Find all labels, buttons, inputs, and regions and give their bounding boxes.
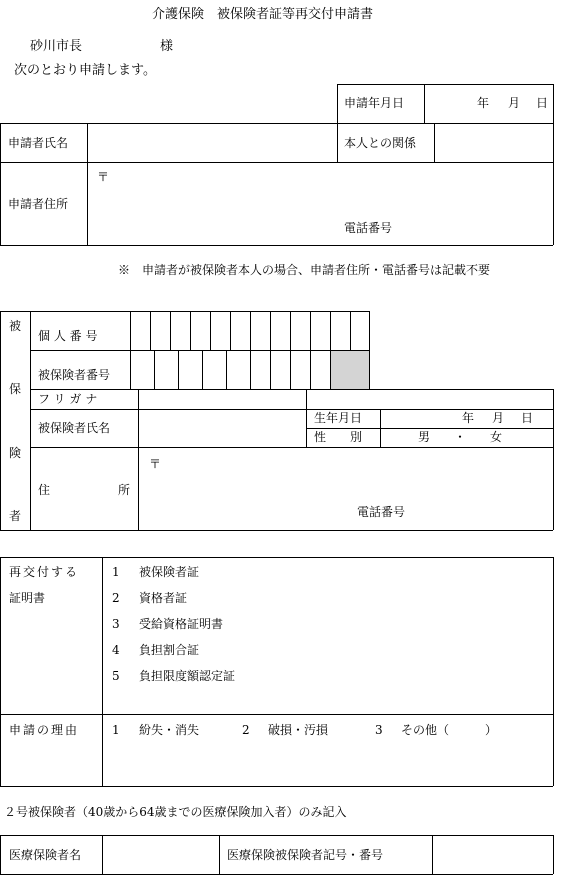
reason-num: 2 — [242, 723, 250, 737]
application-date-label: 申請年月日 — [344, 96, 405, 110]
insured-address-field[interactable] — [139, 448, 552, 529]
medical-insurer-label: 医療保険者名 — [9, 848, 82, 862]
insured-name-field[interactable] — [139, 410, 305, 446]
insured-postal-mark: 〒 — [149, 457, 162, 471]
reissue-item-limit-certificate[interactable]: 負担限度額認定証 — [139, 669, 236, 683]
reissue-item-num: 5 — [112, 669, 120, 683]
reissue-item-num: 1 — [112, 565, 120, 579]
furigana-label: フリガナ — [38, 392, 102, 406]
reissue-label-line2: 証明書 — [9, 591, 46, 605]
insured-address-label-left: 住 — [38, 483, 51, 497]
reissue-item-num: 2 — [112, 591, 120, 605]
insured-side-label-3: 険 — [9, 446, 22, 460]
insured-phone-label: 電話番号 — [357, 505, 406, 519]
relation-label: 本人との関係 — [344, 136, 417, 150]
reason-num: 3 — [375, 723, 383, 737]
reissue-label-line1: 再交付する — [9, 565, 80, 579]
insured-side-label-4: 者 — [9, 509, 22, 523]
insured-side-label-2: 保 — [9, 382, 22, 396]
insured-number-label: 被保険者番号 — [38, 368, 111, 382]
applicant-postal-mark: 〒 — [97, 170, 110, 184]
document-title: 介護保険 被保険者証等再交付申請書 — [152, 7, 374, 22]
insured-name-label: 被保険者氏名 — [38, 421, 111, 435]
note-text: ※ 申請者が被保険者本人の場合、申請者住所・電話番号は記載不要 — [118, 263, 491, 277]
reissue-item-insured-card[interactable]: 被保険者証 — [139, 565, 200, 579]
date-unit-month: 月 — [508, 96, 521, 110]
birth-date-label: 生年月日 — [314, 411, 363, 425]
sex-options[interactable]: 男 ・ 女 — [418, 430, 503, 444]
applicant-address-field[interactable] — [88, 163, 552, 244]
reissue-item-num: 4 — [112, 643, 120, 657]
date-unit-year: 年 — [477, 96, 490, 110]
individual-number-label: 個 人 番 号 — [38, 329, 98, 343]
addressee-honorific: 様 — [160, 39, 174, 54]
reason-num: 1 — [112, 723, 120, 737]
sex-label: 性 別 — [314, 430, 363, 444]
insured-side-label-1: 被 — [9, 319, 22, 333]
reason-option-damaged[interactable]: 破損・汚損 — [268, 723, 329, 737]
medical-symbol-field[interactable] — [433, 836, 552, 873]
reissue-item-burden-ratio-card[interactable]: 負担割合証 — [139, 643, 200, 657]
applicant-name-field[interactable] — [88, 124, 336, 161]
reason-option-lost[interactable]: 紛失・消失 — [139, 723, 200, 737]
medical-insurer-field[interactable] — [103, 836, 218, 873]
individual-number-field[interactable] — [131, 312, 368, 349]
reissue-item-eligibility-certificate[interactable]: 受給資格証明書 — [139, 617, 224, 631]
birth-unit-month: 月 — [492, 411, 505, 425]
reason-option-other[interactable]: その他（ ） — [401, 723, 498, 737]
medical-symbol-label: 医療保険被保険者記号・番号 — [227, 848, 384, 862]
reason-label: 申請の理由 — [9, 723, 80, 737]
date-unit-day: 日 — [536, 96, 549, 110]
birth-unit-year: 年 — [462, 411, 475, 425]
applicant-phone-label: 電話番号 — [344, 221, 393, 235]
reissue-item-num: 3 — [112, 617, 120, 631]
insured-address-label-right: 所 — [118, 483, 131, 497]
insured-number-field[interactable] — [131, 351, 330, 388]
applicant-address-label: 申請者住所 — [8, 197, 69, 211]
intro-text: 次のとおり申請します。 — [14, 63, 156, 78]
applicant-name-label: 申請者氏名 — [8, 136, 69, 150]
relation-field[interactable] — [435, 124, 552, 161]
addressee-city: 砂川市長 — [30, 39, 83, 54]
furigana-field[interactable] — [139, 390, 305, 408]
reissue-item-qualification-card[interactable]: 資格者証 — [139, 591, 188, 605]
insured-number-shaded-cell — [331, 351, 369, 389]
type2-note: ２号被保険者（40歳から64歳までの医療保険加入者）のみ記入 — [4, 805, 347, 819]
birth-unit-day: 日 — [521, 411, 534, 425]
